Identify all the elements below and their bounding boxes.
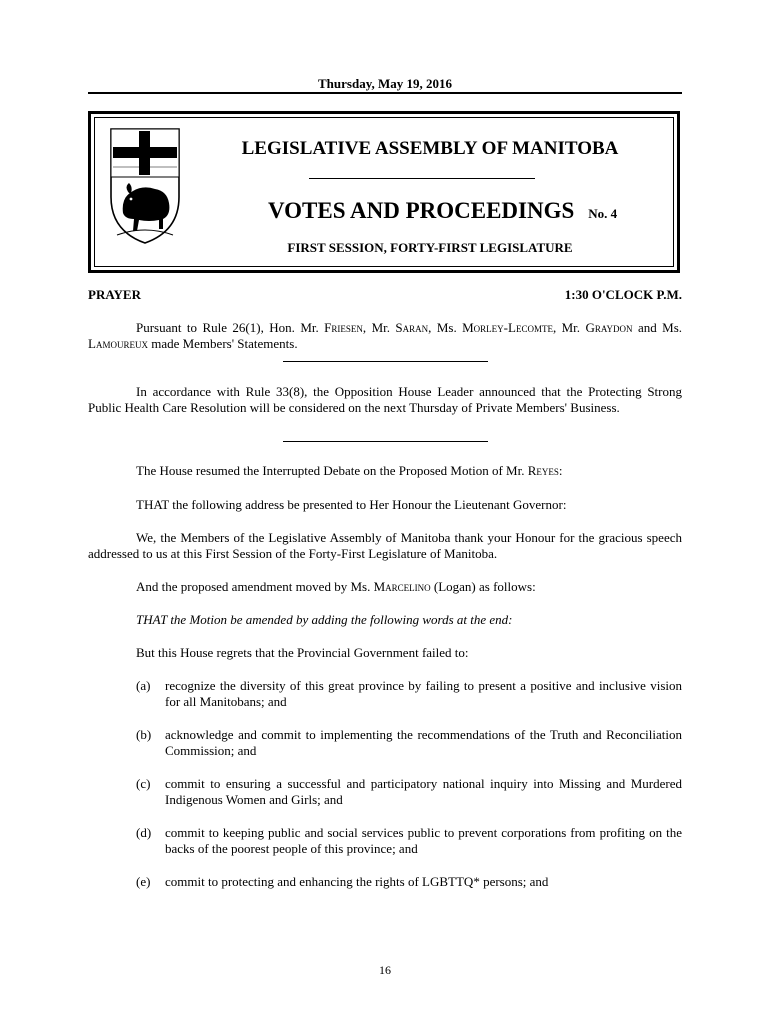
list-item: (c) commit to ensuring a successful and participatory national inquiry into Missing and Murdered Indigenous Women and Girls; and <box>136 776 682 807</box>
members-thanks-paragraph: We, the Members of the Legislative Assembly of Manitoba thank your Honour for the gracious speech addressed to us at this First Session of the Forty-First Legislature of Manitoba. <box>88 530 682 561</box>
subtitle-text: VOTES AND PROCEEDINGS <box>268 198 575 223</box>
votes-and-proceedings-title <box>268 198 617 224</box>
debate-paragraph: The House resumed the Interrupted Debate on the Proposed Motion of Mr. Reyes: <box>136 463 563 478</box>
masthead <box>88 111 680 273</box>
list-item: (d) commit to keeping public and social services public to prevent corporations from profiting on the backs of the poorest people of this province; and <box>136 825 682 856</box>
prayer-row <box>88 287 682 303</box>
issue-number: No. 4 <box>588 206 618 221</box>
sitting-time: 1:30 O'CLOCK P.M. <box>564 287 682 302</box>
session-label: FIRST SESSION, FORTY-FIRST LEGISLATURE <box>287 240 573 255</box>
amendment-text-paragraph: THAT the Motion be amended by adding the following words at the end: <box>136 612 513 627</box>
page-number: 16 <box>379 963 391 977</box>
section-separator <box>283 361 488 362</box>
members-statements-paragraph: Pursuant to Rule 26(1), Hon. Mr. Friesen, Mr. Saran, Ms. Morley-Lecomte, Mr. Graydon and Ms. Lamoureux made Members' Statements. <box>88 320 683 351</box>
title-separator <box>309 178 535 179</box>
header-rule <box>88 92 682 94</box>
assembly-title: LEGISLATIVE ASSEMBLY OF MANITOBA <box>241 138 619 159</box>
opposition-announcement-paragraph: In accordance with Rule 33(8), the Opposition House Leader announced that the Protecting Strong Public Health Care Resolution will be considered on the next Thursday of Private Members' Business. <box>88 384 682 415</box>
regrets-paragraph: But this House regrets that the Provincial Government failed to: <box>136 645 469 660</box>
amendment-intro-paragraph: And the proposed amendment moved by Ms. Marcelino (Logan) as follows: <box>136 579 536 594</box>
masthead-inner-frame <box>94 117 674 267</box>
list-item: (b) acknowledge and commit to implementing the recommendations of the Truth and Reconciliation Commission; and <box>136 727 682 758</box>
prayer-label: PRAYER <box>88 287 141 302</box>
list-item: (a) recognize the diversity of this great province by failing to present a positive and inclusive vision for all Manitobans; and <box>136 678 682 709</box>
section-separator <box>283 441 488 442</box>
document-date: Thursday, May 19, 2016 <box>318 76 452 91</box>
address-paragraph: THAT the following address be presented to Her Honour the Lieutenant Governor: <box>136 497 567 512</box>
list-item: (e) commit to protecting and enhancing the rights of LGBTTQ* persons; and <box>136 874 549 889</box>
